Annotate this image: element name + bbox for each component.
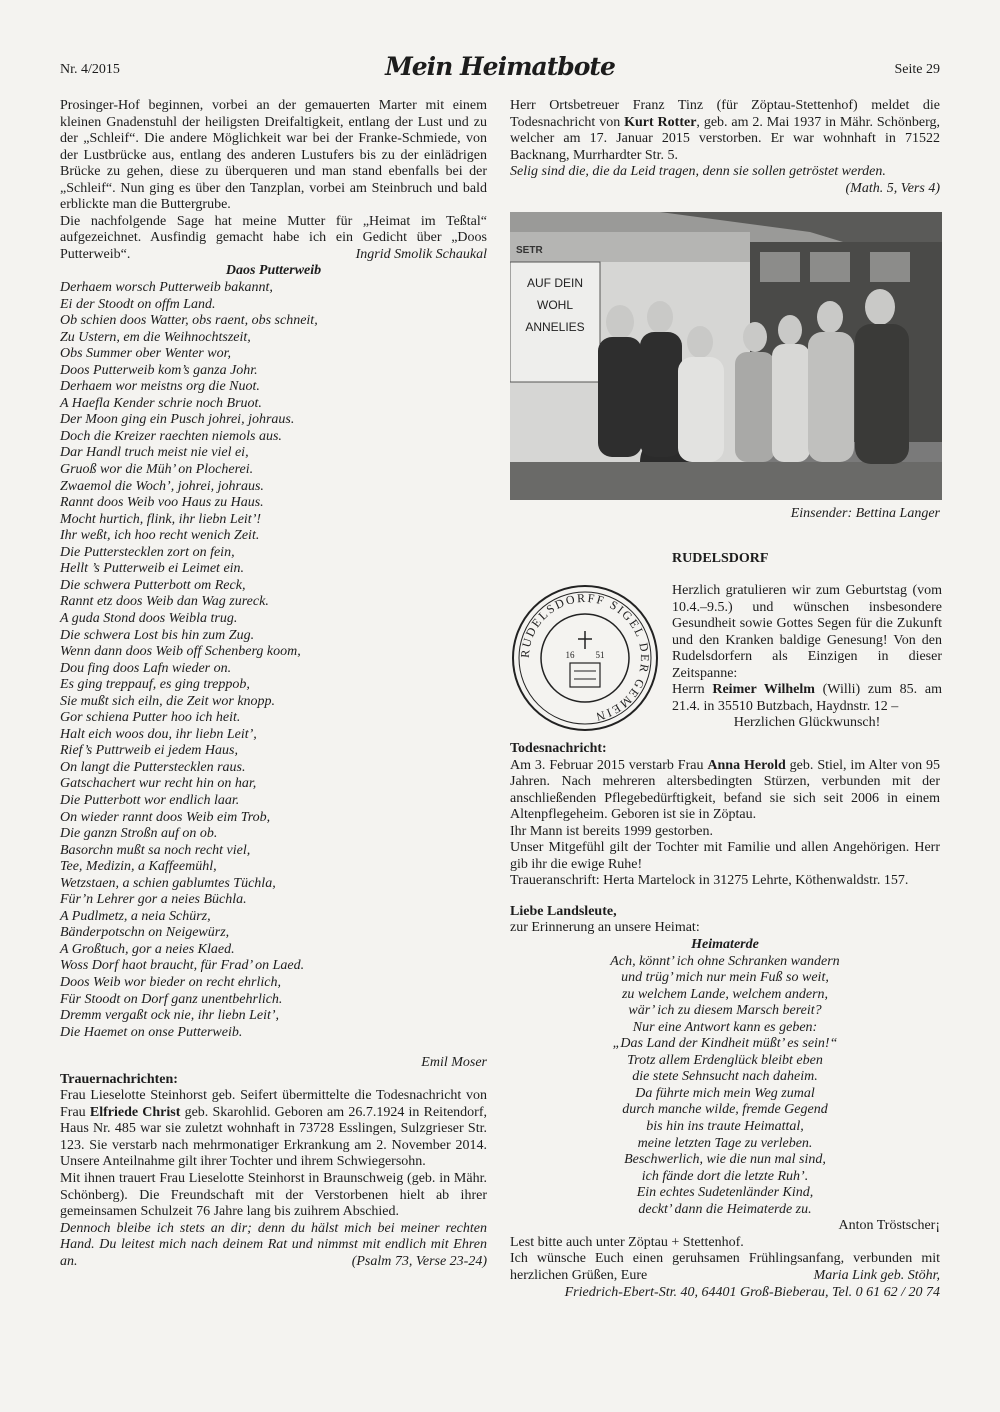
trauer-text-b: geb. Skarohlid. Geboren am 26.7.1924 in Reitendorf, Haus Nr. 485 war sie zuletzt wohnhaft in 73728 Esslingen, Sulzgrieser Str. 123. Sie verstarb nach mehrmonatiger Erkrankung am 2. November 2014. Unsere Anteilnahme gilt ihrer Tochter und ihrem Schwiegersohn. [60,1104,487,1170]
poem-line: bis hin ins traute Heimattal, [646,1119,804,1135]
math-quote: Selig sind die, die da Leid tragen, denn sie sollen getröstet werden. [510,164,886,180]
closing-text: Ich wünsche Euch einen geruhsamen Frühlingsanfang, verbunden mit herzlichen Grüßen, Eure [510,1251,940,1283]
seal-ring-text: RUDELSDORFF SIGEL DER GEMEIN [517,590,653,725]
poem-line: Rannt etz doos Weib dan Wag zureck. [60,594,269,610]
rudelsdorf-congrats: Herzlichen Glückwunsch! [733,715,881,731]
poem-line: Zu Ustern, em die Weihnochtszeit, [60,329,251,345]
seal-year-right: 51 [595,650,605,660]
left-column [60,98,487,1270]
poem-line: Wenn dann doos Weib off Schenberg koom, [60,644,301,660]
poem-line: Ob schien doos Watter, obs raent, obs schneit, [60,313,318,329]
poem-line: Ach, könnt’ ich ohne Schranken wandern [610,953,840,969]
poem-line: Derhaem worsch Putterweib bakannt, [60,280,273,296]
closing-line-2 [510,1251,940,1284]
poem-line: zu welchem Lande, welchem andern, [621,986,829,1002]
tod-text-b: geb. Stiel, im Alter von 95 Jahren. Nach mehreren altersbedingten Stürzen, verbunden mit der anschließenden Pflegebedürftigkeit, befand sie sich seit 2006 in einem Altenpflegeheim. Geboren ist sie in Zöptau. [510,757,940,823]
poem-line: Dar Handl truch meist nie viel ei, [60,445,249,461]
todesnachricht-paragraph [510,758,940,824]
poem-line: Doos Weib wor bieder on recht ehrlich, [60,974,281,990]
poem-line: Beschwerlich, wie die nun mal sind, [624,1152,826,1168]
putterweib-poem [60,280,487,1041]
intro-paragraph-2 [60,214,487,264]
tod-text-a: Am 3. Februar 2015 verstarb Frau [510,757,708,773]
poem-line: On wieder rannt doos Weib eim Trob, [60,809,271,825]
deceased-name: Elfriede Christ [89,1104,181,1120]
photo-credit-block [510,506,940,567]
poem-line: Es ging treppauf, es ging treppob, [60,677,250,693]
todesnachricht-sympathy: Unser Mitgefühl gilt der Tochter mit Familie und allen Angehörigen. Herr gib ihr die ewige Ruhe! [510,840,940,872]
poem-line: deckt’ dann die Heimaterde zu. [638,1201,812,1217]
photo-sign-line: ANNELIES [525,320,585,334]
closing-line-1: Lest bitte auch unter Zöptau + Stettenhof. [510,1234,744,1250]
todesnachricht-heading: Todesnachricht: [510,741,607,756]
poem-line: „Das Land der Kindheit müßt’ es sein!“ [612,1036,838,1052]
poem-line: Die Putterstecklen zort on fein, [60,544,235,560]
intro-paragraph: Prosinger-Hof beginnen, vorbei an der gemauerten Marter mit einem kleinen Gnadenstuhl der heiligsten Dreifaltigkeit, entlang der Lust und zu der „Schleif“. Die andere Möglichkeit war bei der Franke-Schmiede, von der Lustbrücke aus, entlang des anderen Lustufers bis zu der einlädrigen Brücke zu gehen, diese zu überqueren und man stand ebenfalls bei der „Schleif“. Nun ging es über den Tanzplan, vorbei am Steinbruch und bald erblickte man die Buttergrube. [60,98,487,213]
psalm-quote [60,1221,487,1271]
poem-line: Dou fing doos Lafn wieder on. [60,660,232,676]
group-photo-drawing [510,212,942,500]
todesnachricht-husband: Ihr Mann ist bereits 1999 gestorben. [510,823,713,839]
poem-line: Ihr weßt, ich hoo recht wenich Zeit. [60,528,260,544]
poem-line: Der Moon ging ein Pusch johrei, johraus. [60,412,295,428]
poem-line: A Pudlmetz, a neia Schürz, [60,908,211,924]
right-column-bottom [510,741,940,1301]
poem-line: Rannt doos Weib voo Haus zu Haus. [60,495,264,511]
poem-line: Hellt ’s Putterweib ei Leimet ein. [60,561,245,577]
photo-sign-line: AUF DEIN [526,276,584,290]
poem-line: Ein echtes Sudetenländer Kind, [636,1185,814,1201]
poem-line: die stete Sehnsucht nach daheim. [632,1069,818,1085]
page-number: Seite 29 [894,62,940,77]
poem-line: Für Stoodt on Dorf ganz unentbehrlich. [60,991,283,1007]
poem-line: Dremm vergaßt ock nie, ihr liebn Leit’, [60,1008,280,1024]
poem-line: und trüg’ mich nur mein Fuß so weit, [621,970,829,986]
poem-line: A guda Stond doos Weibla trug. [60,610,238,626]
closing-signature: Maria Link geb. Stöhr, [813,1267,940,1283]
tinz-text-b: , geb. am 2. Mai 1937 in Mähr. Schönberg, welcher am 17. Januar 2015 verstorben. Er war wohnhaft in 71522 Backnang, Murrhardter Str. 5. [510,114,940,163]
bus-brand-text: SETR [516,245,543,256]
masthead-logo: Mein Heimatbote [385,52,615,81]
heimaterde-author: Anton Tröstscher¡ [838,1218,940,1234]
poem-line: Die schwera Putterbott om Reck, [60,577,246,593]
math-reference: (Math. 5, Vers 4) [845,180,940,196]
tinz-paragraph [510,98,940,164]
poem-line: ich fände dort die letzte Ruh’. [641,1168,809,1184]
psalm-text: Dennoch bleibe ich stets an dir; denn du hälst mich bei meiner rechten Hand. Du leitest mich nach deinem Rat und nimmst mit endlich mit Ehren an. [60,1220,487,1269]
seal-year-left: 16 [565,650,575,660]
poem-line: Da führte mich mein Weg zumal [635,1085,815,1101]
poem-line: Basorchn mußt sa noch recht viel, [60,842,251,858]
poem-line: Die ganzn Stroßn auf on ob. [60,826,218,842]
heimaterde-poem [510,954,940,1219]
poem-line: Doos Putterweib kom’s ganza Johr. [60,362,258,378]
poem-line: Gatschachert wur recht hin on har, [60,776,257,792]
trauer-paragraph-2: Mit ihnen trauert Frau Lieselotte Steinhorst in Braunschweig (geb. in Mähr. Schönberg). Die Freundschaft mit der Verstorbenen hielt ab ihrer gemeinsamen Schulzeit 76 Jahre lang bis zuihrem Abschied. [60,1171,487,1220]
right-column-top [510,98,940,197]
psalm-reference: (Psalm 73, Verse 23-24) [351,1253,487,1269]
poem-line: Gor schiena Putter hoo ich heit. [60,710,241,726]
poem-title: Daos Putterweib [225,263,322,279]
poem-line: Trotz allem Erdenglück bleibt eben [627,1052,823,1068]
poem-line: Die Haemet on onse Putterweib. [60,1024,243,1040]
rud-herrn: Herrn [672,682,713,698]
poem-line: Tee, Medizin, a Kaffeemühl, [60,859,217,875]
trauer-heading: Trauernachrichten: [60,1071,178,1087]
photo-sign-line: WOHL [537,298,573,312]
poem-line: Die schwera Lost bis hin zum Zug. [60,627,255,643]
poem-line: Mocht hurtich, flink, ihr liebn Leit’! [60,511,262,527]
trauer-text-a: Frau Lieselotte Steinhorst geb. Seifert übermittelte die Todesnachricht von Frau [60,1088,487,1120]
rudelsdorf-birthday [672,682,942,715]
rudelsdorf-block [672,583,942,732]
trauer-paragraph-1 [60,1088,487,1171]
poem-line: Bänderpotschn on Neigewürz, [60,925,230,941]
poem-line: meine letzten Tage zu verleben. [637,1135,813,1151]
poem-line: On langt die Putterstecklen raus. [60,759,246,775]
deceased-name: Kurt Rotter [624,114,697,130]
rud-detail: (Willi) zum 85. am 21.4. in 35510 Butzbach, Haydnstr. 12 – [672,682,942,714]
poem-line: Obs Summer ober Wenter wor, [60,346,231,362]
poem-line: Rief’s Puttrweib ei jedem Haus, [60,743,238,759]
landsleute-sub: zur Erinnerung an unsere Heimat: [510,920,700,936]
poem-line: Halt eich woos dou, ihr liebn Leit’, [60,726,257,742]
poem-line: A Großtuch, gor a neies Klaed. [60,941,235,957]
landsleute-heading: Liebe Landsleute, [510,903,617,919]
poem-line: durch manche wilde, fremde Gegend [622,1102,828,1118]
birthday-name: Reimer Wilhelm [712,682,815,698]
poem-line: Derhaem wor meistns org die Nuot. [60,379,260,395]
photo-credit: Einsender: Bettina Langer [790,506,940,521]
issue-number: Nr. 4/2015 [60,62,120,77]
poem-line: Gruoß wor die Müh’ on Plocherei. [60,462,254,478]
poem-line: Nur eine Antwort kann es geben: [632,1019,818,1035]
seal-drawing [510,583,660,733]
rudelsdorf-heading: RUDELSDORF [672,550,769,566]
poem-line: A Haefla Kender schrie noch Bruot. [60,395,262,411]
traueranschrift: Traueranschrift: Herta Martelock in 31275 Lehrte, Köthenwaldstr. 157. [510,873,909,889]
closing-address: Friedrich-Ebert-Str. 40, 64401 Groß-Bieberau, Tel. 0 61 62 / 20 74 [564,1284,940,1300]
poem-line: Sie mußt sich eiln, die Zeit wor knopp. [60,693,276,709]
heimaterde-title: Heimaterde [691,937,759,953]
poem-line: Doch die Kreizer raechten niemols aus. [60,428,282,444]
poem-author: Emil Moser [421,1055,487,1071]
poem-line: Zwaemol die Woch’, johrei, johraus. [60,478,264,494]
poem-line: Woss Dorf haot braucht, für Frad’ on Laed. [60,958,305,974]
poem-line: wär’ ich zu diesem Marsch bereit? [628,1003,822,1019]
tinz-text-a: Herr Ortsbetreuer Franz Tinz (für Zöptau-Stettenhof) meldet die Todesnachricht von [510,98,940,130]
poem-line: Für’n Lehrer gor a neies Büchla. [60,892,247,908]
poem-line: Ei der Stoodt on offm Land. [60,296,216,312]
deceased-name: Anna Herold [707,757,786,773]
rudelsdorf-greeting: Herzlich gratulieren wir zum Geburtstag (vom 10.4.–9.5.) und wünschen insbesondere Gesundheit sowie Gottes Segen für die Zukunft und den Kranken baldige Genesung! Von den Rudelsdorfern als Einzigen in dieser Zeitspanne: [672,583,942,681]
poem-line: Die Putterbott wor endlich laar. [60,792,240,808]
group-photo [510,212,942,500]
rudelsdorf-seal [510,583,660,733]
intro-author: Ingrid Smolik Schaukal [355,246,487,262]
intro-text-2: Die nachfolgende Sage hat meine Mutter für „Heimat im Teßtal“ aufgezeichnet. Ausfindig gemacht habe ich ein Gedicht über „Doos Putterweib“. [60,213,487,262]
poem-line: Wetzstaen, a schien gablumtes Tüchla, [60,875,276,891]
